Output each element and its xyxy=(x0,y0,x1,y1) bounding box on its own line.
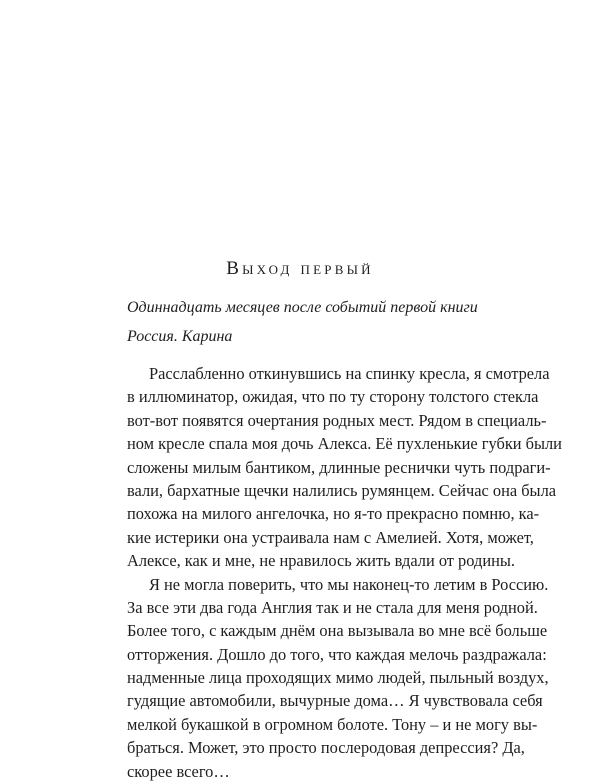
text-line: Более того, с каждым днём она вызывала во мне всё больше xyxy=(127,621,548,641)
chapter-subtitle-location: Россия. Карина xyxy=(127,328,233,345)
chapter-title: Выход первый xyxy=(226,258,374,279)
text-line: похожа на милого ангелочка, но я-то прекрасно помню, ка- xyxy=(127,504,540,524)
text-line: ном кресле спала моя дочь Алекса. Её пухленькие губки были xyxy=(127,434,562,454)
text-line: Расслабленно откинувшись на спинку кресла, я смотрела xyxy=(149,364,550,383)
text-line: кие истерики она устраивала нам с Амелией. Хотя, может, xyxy=(127,527,534,547)
text-line: отторжения. Дошло до того, что каждая мелочь раздражала: xyxy=(127,644,547,664)
text-line: вот-вот появятся очертания родных мест. Рядом в специаль- xyxy=(127,410,547,430)
text-line: За все эти два года Англия так и не стала для меня родной. xyxy=(127,597,538,617)
text-line: Я не могла поверить, что мы наконец-то летим в Россию. xyxy=(149,574,549,594)
text-line: гудящие автомобили, вычурные дома… Я чувствовала себя xyxy=(127,691,543,711)
text-line: надменные лица проходящих мимо людей, пыльный воздух, xyxy=(127,668,549,688)
text-line: скорее всего… xyxy=(127,761,230,781)
text-line: браться. Может, это просто послеродовая депрессия? Да, xyxy=(127,738,525,758)
chapter-subtitle-timeline: Одиннадцать месяцев после событий первой книги xyxy=(127,299,478,316)
text-line: вали, бархатные щечки налились румянцем. Сейчас она была xyxy=(127,480,557,500)
chapter-body xyxy=(127,362,562,783)
text-line: Алексе, как и мне, не нравилось жить вдали от родины. xyxy=(127,551,515,571)
text-line: сложены милым бантиком, длинные реснички чуть подраги- xyxy=(127,457,551,477)
text-line: мелкой букашкой в огромном болоте. Тону – и не могу вы- xyxy=(127,714,538,734)
text-line: в иллюминатор, ожидая, что по ту сторону толстого стекла xyxy=(127,387,539,407)
